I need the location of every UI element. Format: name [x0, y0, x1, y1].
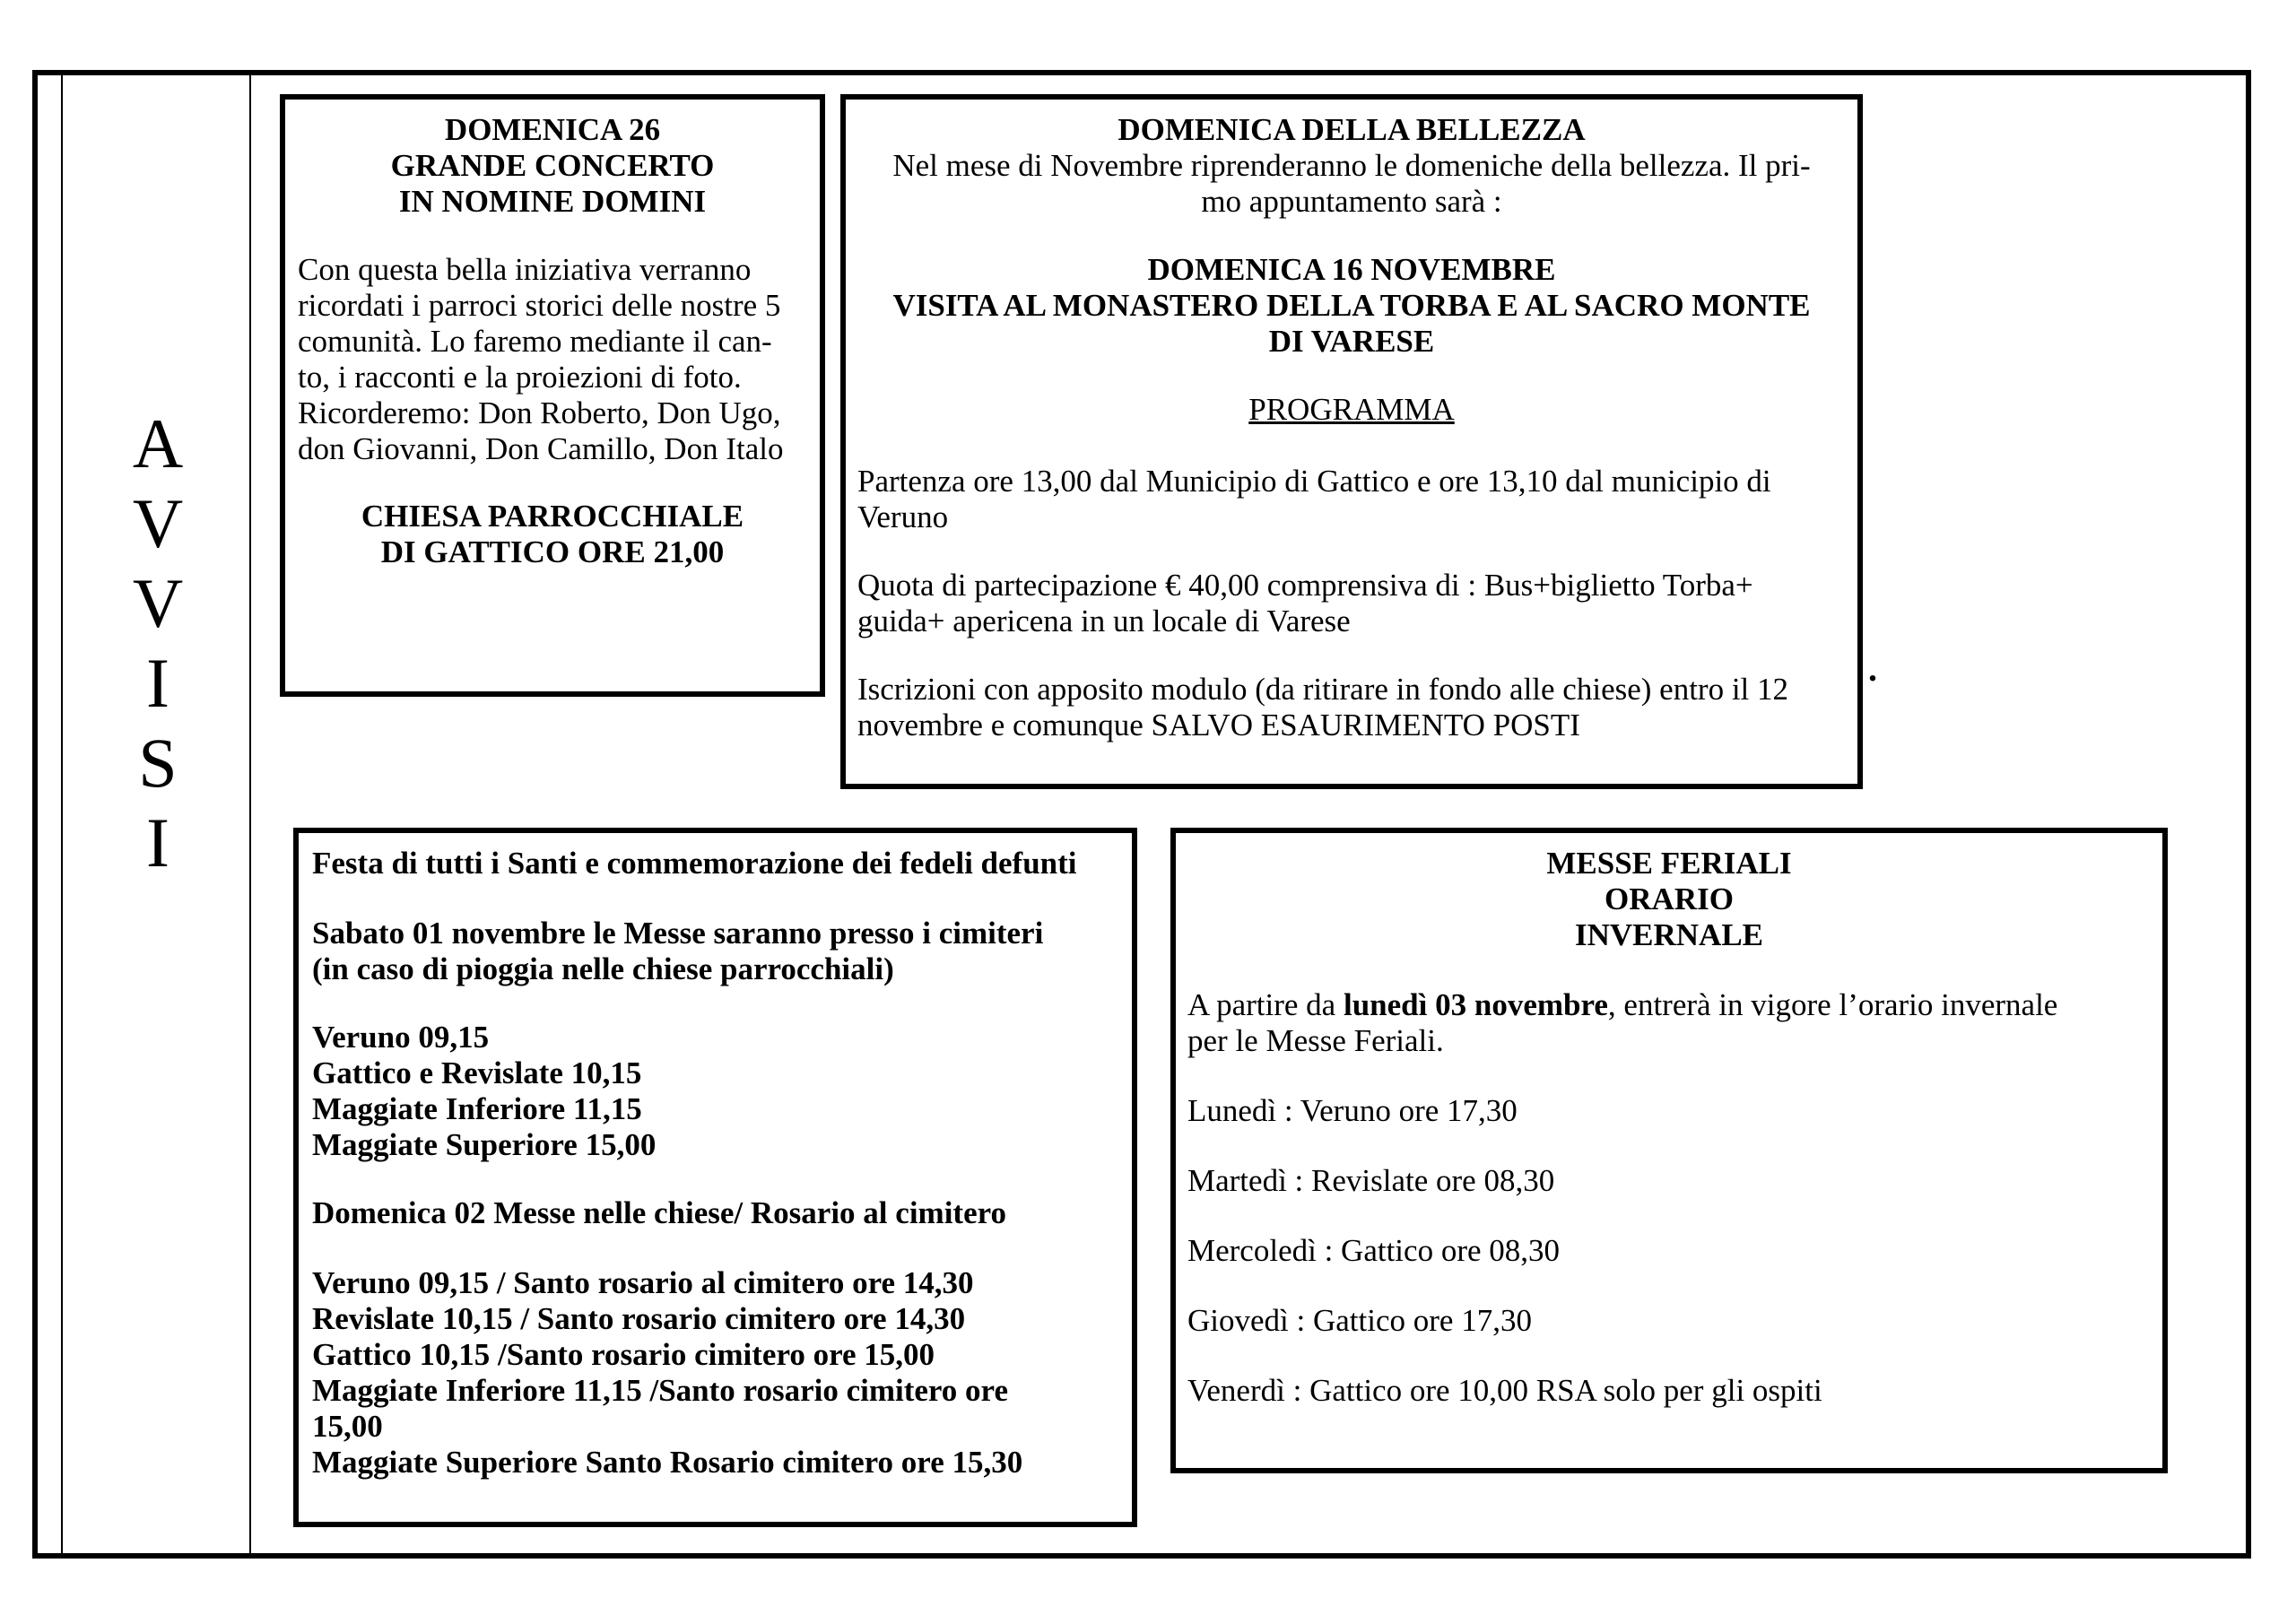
- avvisi-letter: S: [138, 724, 178, 802]
- saturday-time: Maggiate Superiore 15,00: [312, 1127, 657, 1162]
- stray-dot: .: [1868, 648, 1877, 689]
- sunday-time: 15,00: [312, 1409, 383, 1444]
- weekday-heading-line: INVERNALE: [1574, 917, 1764, 952]
- avvisi-letter: V: [132, 564, 184, 642]
- schedule-line: Martedì : Revislate ore 08,30: [1187, 1163, 1555, 1198]
- concert-heading-line: DOMENICA 26: [444, 112, 661, 147]
- beauty-title: DOMENICA DELLA BELLEZZA: [1118, 112, 1586, 147]
- concert-heading-line: IN NOMINE DOMINI: [398, 184, 707, 219]
- departure-line: Veruno: [857, 499, 949, 534]
- concert-body-line: don Giovanni, Don Camillo, Don Italo: [298, 431, 784, 466]
- fee-line: guida+ apericena in un locale di Varese: [857, 604, 1351, 638]
- registration-line: Iscrizioni con apposito modulo (da ritirare in fondo alle chiese) entro il 12: [857, 672, 1789, 707]
- program-label: PROGRAMMA: [1248, 392, 1455, 427]
- avvisi-letter: A: [132, 404, 184, 482]
- all-saints-notice: [293, 828, 1137, 1527]
- fee-line: Quota di partecipazione € 40,00 comprensiva di : Bus+biglietto Torba+: [857, 568, 1753, 603]
- concert-body-line: Ricorderemo: Don Roberto, Don Ugo,: [298, 395, 781, 430]
- intro-suffix: , entrerà in vigore l’orario invernale: [1607, 987, 2058, 1022]
- schedule-line: Giovedì : Gattico ore 17,30: [1187, 1303, 1532, 1338]
- concert-location-line: DI GATTICO ORE 21,00: [380, 534, 725, 569]
- concert-body-line: comunità. Lo faremo mediante il can-: [298, 324, 772, 359]
- sunday-line: Domenica 02 Messe nelle chiese/ Rosario al cimitero: [312, 1195, 1007, 1230]
- weekday-heading-line: ORARIO: [1605, 881, 1734, 916]
- weekday-intro-line: per le Messe Feriali.: [1187, 1023, 1444, 1058]
- schedule-line: Mercoledì : Gattico ore 08,30: [1187, 1233, 1561, 1268]
- weekday-intro-line: [1187, 987, 2057, 1023]
- saturday-time: Maggiate Inferiore 11,15: [312, 1091, 642, 1126]
- sunday-time: Maggiate Superiore Santo Rosario cimitero ore 15,30: [312, 1445, 1023, 1480]
- departure-line: Partenza ore 13,00 dal Municipio di Gattico e ore 13,10 dal municipio di: [857, 464, 1771, 499]
- beauty-event-line: VISITA AL MONASTERO DELLA TORBA E AL SACRO MONTE: [892, 288, 1811, 323]
- weekday-masses-notice: [1170, 828, 2168, 1473]
- beauty-event-line: DOMENICA 16 NOVEMBRE: [1147, 252, 1556, 287]
- sunday-time: Revislate 10,15 / Santo rosario cimitero ore 14,30: [312, 1301, 966, 1336]
- schedule-line: Venerdì : Gattico ore 10,00 RSA solo per gli ospiti: [1187, 1373, 1822, 1408]
- sunday-time: Maggiate Inferiore 11,15 /Santo rosario cimitero ore: [312, 1373, 1008, 1408]
- beauty-intro-line: mo appuntamento sarà :: [1201, 184, 1502, 219]
- concert-notice: [280, 94, 825, 697]
- intro-date: lunedì 03 novembre: [1343, 987, 1608, 1022]
- concert-location-line: CHIESA PARROCCHIALE: [361, 499, 744, 534]
- beauty-intro-line: Nel mese di Novembre riprenderanno le domeniche della bellezza. Il pri-: [892, 148, 1811, 183]
- intro-prefix: A partire da: [1187, 987, 1344, 1022]
- sunday-time: Gattico 10,15 /Santo rosario cimitero ore 15,00: [312, 1337, 935, 1372]
- registration-line: novembre e comunque SALVO ESAURIMENTO POSTI: [857, 708, 1580, 743]
- sidebar-rule-left: [61, 75, 63, 1553]
- schedule-line: Lunedì : Veruno ore 17,30: [1187, 1093, 1518, 1128]
- avvisi-letter: V: [132, 484, 184, 562]
- beauty-sunday-notice: [840, 94, 1863, 789]
- sidebar-rule-right: [249, 75, 251, 1553]
- concert-body-line: ricordati i parroci storici delle nostre 5: [298, 288, 781, 323]
- all-saints-title: Festa di tutti i Santi e commemorazione dei fedeli defunti: [312, 846, 1077, 881]
- sunday-time: Veruno 09,15 / Santo rosario al cimitero ore 14,30: [312, 1265, 974, 1300]
- saturday-time: Gattico e Revislate 10,15: [312, 1055, 642, 1090]
- saturday-time: Veruno 09,15: [312, 1020, 490, 1055]
- avvisi-letter: I: [146, 644, 170, 722]
- beauty-event-line: DI VARESE: [1268, 324, 1435, 359]
- concert-heading-line: GRANDE CONCERTO: [390, 148, 715, 183]
- weekday-heading-line: MESSE FERIALI: [1546, 846, 1792, 881]
- avvisi-letter: I: [146, 803, 170, 881]
- concert-body-line: to, i racconti e la proiezioni di foto.: [298, 360, 742, 395]
- concert-body-line: Con questa bella iniziativa verranno: [298, 252, 752, 287]
- saturday-line: (in caso di pioggia nelle chiese parrocchiali): [312, 951, 894, 986]
- saturday-line: Sabato 01 novembre le Messe saranno presso i cimiteri: [312, 916, 1044, 951]
